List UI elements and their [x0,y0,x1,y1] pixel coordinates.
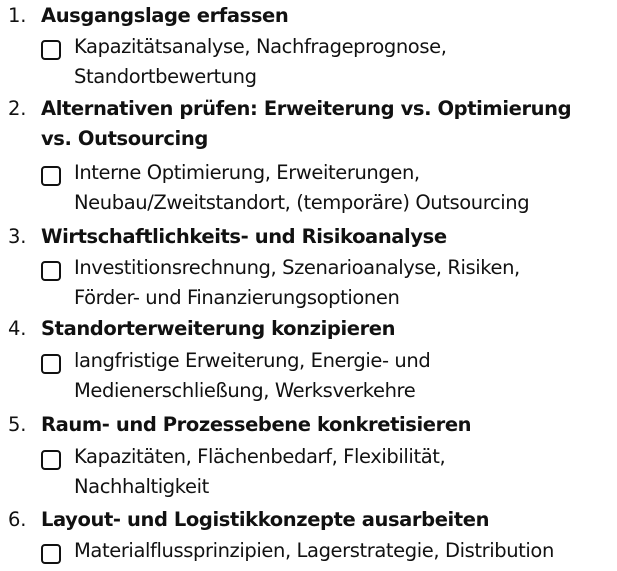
detail-line: Nachhaltigkeit [74,475,209,498]
step-title: Ausgangslage erfassen [41,4,289,27]
checkbox-icon[interactable] [41,354,61,374]
step-number: 1. [8,4,27,27]
checkbox-icon[interactable] [41,166,61,186]
detail-line: Investitionsrechnung, Szenarioanalyse, Risiken, [74,256,520,279]
step-number: 3. [8,225,27,248]
detail-line: Interne Optimierung, Erweiterungen, [74,161,420,184]
detail-line: Medienerschließung, Werksverkehre [74,379,416,402]
detail-line: Förder- und Finanzierungsoptionen [74,286,400,309]
step-number: 2. [8,97,27,120]
checkbox-icon[interactable] [41,40,61,60]
step-number: 6. [8,508,27,531]
detail-line: langfristige Erweiterung, Energie- und [74,349,431,372]
checkbox-icon[interactable] [41,450,61,470]
step-title-line: vs. Outsourcing [41,127,208,150]
step-title: Wirtschaftlichkeits- und Risikoanalyse [41,225,447,248]
step-number: 5. [8,413,27,436]
detail-line: Standortbewertung [74,65,257,88]
checkbox-icon[interactable] [41,544,61,564]
detail-line: Kapazitätsanalyse, Nachfrageprognose, [74,35,447,58]
step-title: Standorterweiterung konzipieren [41,317,396,340]
detail-line: Kapazitäten, Flächenbedarf, Flexibilität, [74,445,446,468]
detail-line: Materialflussprinzipien, Lagerstrategie, Distribution [74,539,554,562]
detail-line: Neubau/Zweitstandort, (temporäre) Outsourcing [74,191,530,214]
checkbox-icon[interactable] [41,261,61,281]
step-number: 4. [8,317,27,340]
step-title-line: Alternativen prüfen: Erweiterung vs. Optimierung [41,97,572,120]
step-title: Raum- und Prozessebene konkretisieren [41,413,472,436]
step-title: Layout- und Logistikkonzepte ausarbeiten [41,508,490,531]
